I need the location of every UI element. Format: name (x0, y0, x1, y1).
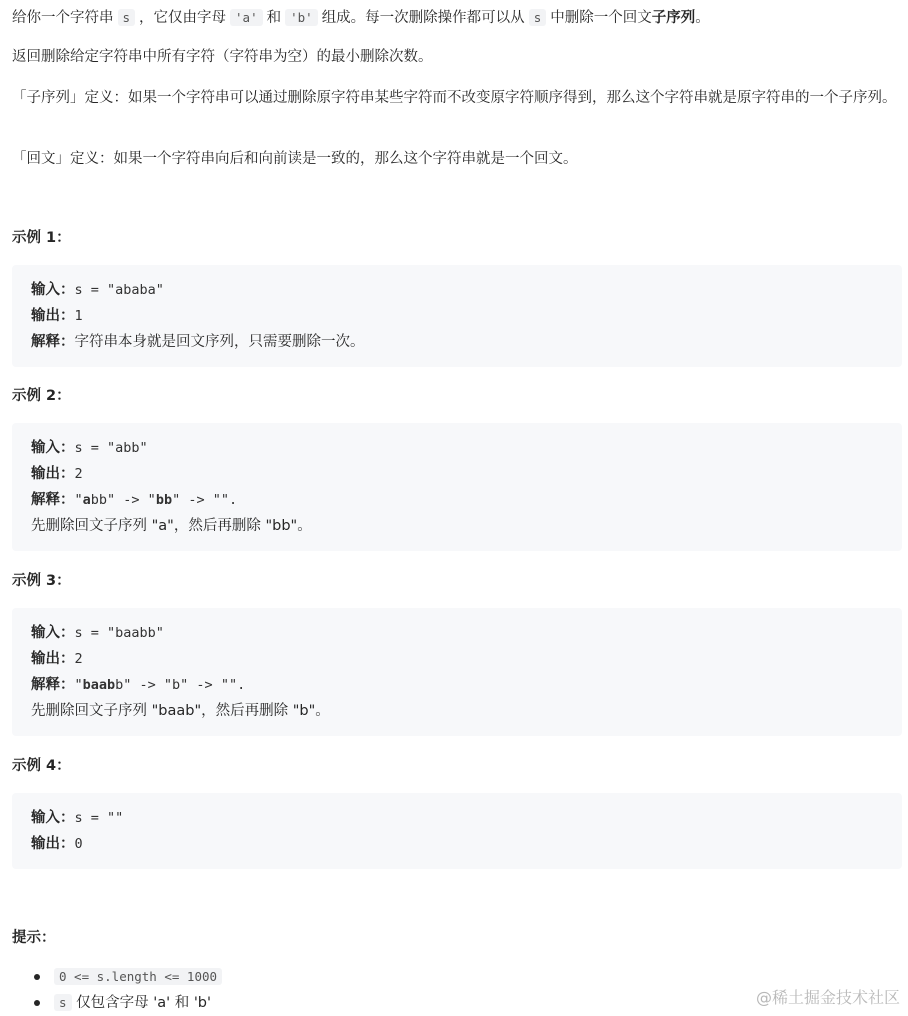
example-input-line (31, 620, 902, 646)
statement-text: 中删除一个回文 (550, 10, 652, 26)
hints-list (42, 964, 222, 1016)
example-explain-line (31, 672, 902, 698)
explain-label: 解释： (31, 677, 75, 693)
hint-item (42, 990, 222, 1016)
output-value: 2 (74, 651, 83, 667)
explain-text: 先删除回文子序列 "baab"，然后再删除 "b"。 (31, 703, 330, 719)
input-value: s = "ababa" (74, 282, 164, 298)
example-2-block (12, 423, 902, 551)
hint-code: 0 <= s.length <= 1000 (54, 968, 222, 985)
output-label: 输出： (31, 836, 75, 852)
example-4-title: 示例 4： (12, 758, 71, 774)
explain-code-bold: a (82, 492, 91, 508)
output-label: 输出： (31, 651, 75, 667)
return-description: 返回删除给定字符串中所有字符（字符串为空）的最小删除次数。 (12, 49, 433, 65)
hints-title: 提示： (12, 930, 56, 946)
explain-label: 解释： (31, 492, 75, 508)
statement-text: 给你一个字符串 (12, 10, 114, 26)
statement-text: 和 (266, 10, 282, 26)
output-label: 输出： (31, 308, 75, 324)
statement-text: 组成。每一次删除操作都可以从 (321, 10, 525, 26)
statement-bold: 子序列 (651, 10, 696, 26)
example-4-block (12, 793, 902, 869)
example-3-title: 示例 3： (12, 573, 71, 589)
explain-text: 字符串本身就是回文序列，只需要删除一次。 (74, 334, 365, 350)
statement-text: ，它仅由字母 (139, 10, 227, 26)
inline-code: 'a' (230, 9, 263, 26)
example-output-line (31, 831, 902, 857)
example-output-line (31, 646, 902, 672)
bullet-icon (34, 1000, 40, 1006)
example-1-title: 示例 1： (12, 230, 71, 246)
explain-code: " (74, 492, 83, 508)
output-value: 2 (74, 466, 83, 482)
input-label: 输入： (31, 282, 75, 298)
example-1-block (12, 265, 902, 367)
input-label: 输入： (31, 810, 75, 826)
explain-code: " -> "". (172, 492, 238, 508)
example-input-line (31, 805, 902, 831)
input-value: s = "baabb" (74, 625, 164, 641)
problem-statement (12, 6, 902, 30)
explain-code: " (74, 677, 83, 693)
inline-code: s (118, 9, 136, 26)
example-output-line (31, 461, 902, 487)
example-output-line (31, 303, 902, 329)
input-label: 输入： (31, 625, 75, 641)
palindrome-definition: 「回文」定义：如果一个字符串向后和向前读是一致的，那么这个字符串就是一个回文。 (12, 151, 578, 167)
bullet-icon (34, 974, 40, 980)
watermark: @稀土掘金技术社区 (755, 988, 900, 1007)
example-explain-line-2 (31, 513, 902, 539)
input-label: 输入： (31, 440, 75, 456)
example-input-line (31, 435, 902, 461)
example-explain-line (31, 487, 902, 513)
hint-code: s (54, 994, 72, 1011)
hint-text: 仅包含字母 'a' 和 'b' (71, 995, 212, 1011)
explain-code: b" -> "b" -> "". (115, 677, 246, 693)
inline-code: 'b' (285, 9, 318, 26)
inline-code: s (529, 9, 547, 26)
example-2-title: 示例 2： (12, 388, 71, 404)
output-value: 0 (74, 836, 83, 852)
example-explain-line (31, 329, 902, 355)
example-3-block (12, 608, 902, 736)
hint-item (42, 964, 222, 990)
explain-code: bb" -> " (90, 492, 156, 508)
explain-code-bold: bb (155, 492, 173, 508)
statement-text: 。 (695, 10, 710, 26)
output-label: 输出： (31, 466, 75, 482)
subsequence-definition: 「子序列」定义：如果一个字符串可以通过删除原字符串某些字符而不改变原字符顺序得到，那么这个字符串就是原字符串的一个子序列。 (12, 90, 897, 106)
example-explain-line-2 (31, 698, 902, 724)
input-value: s = "abb" (74, 440, 148, 456)
output-value: 1 (74, 308, 83, 324)
input-value: s = "" (74, 810, 124, 826)
explain-code-bold: baab (82, 677, 116, 693)
explain-text: 先删除回文子序列 "a"，然后再删除 "bb"。 (31, 518, 312, 534)
explain-label: 解释： (31, 334, 75, 350)
example-input-line (31, 277, 902, 303)
